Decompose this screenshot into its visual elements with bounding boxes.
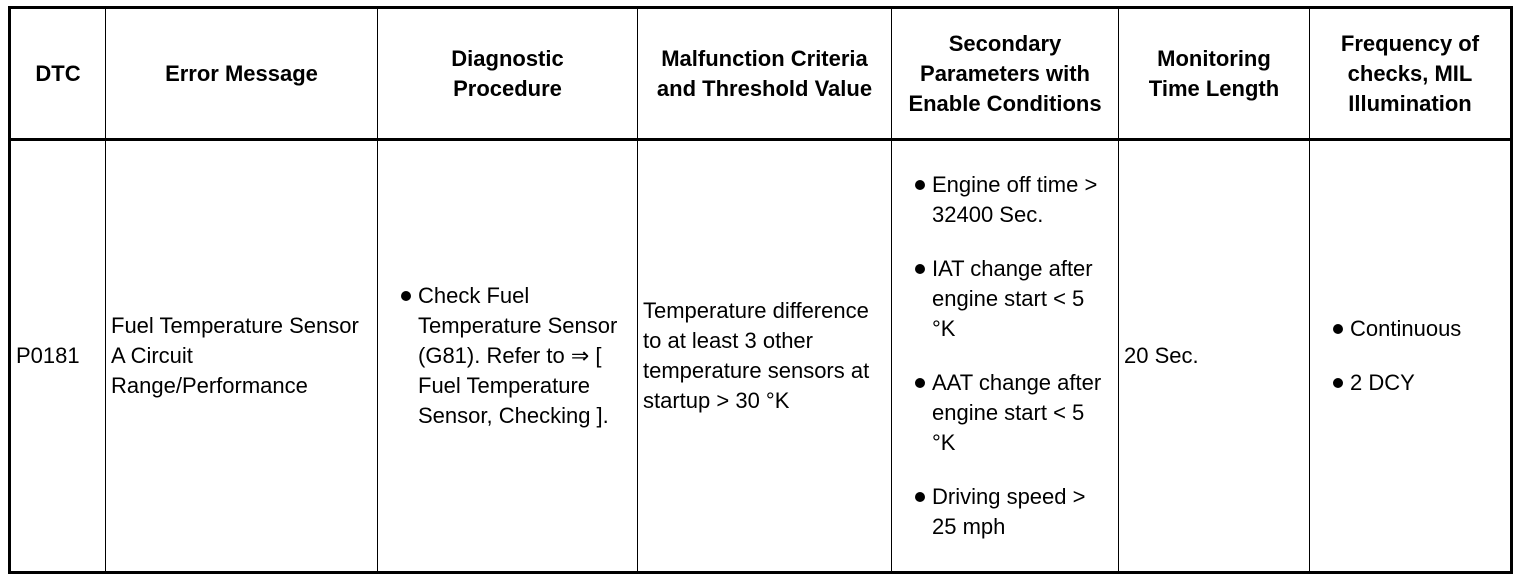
malfunction-criteria: Temperature difference to at least 3 other temperature sensors at startup > 30 °K [638, 140, 892, 573]
diagnostic-procedure-cell [378, 140, 638, 573]
list-item: Engine off time > 32400 Sec. [897, 170, 1113, 230]
header-monitoring-time: Monitoring Time Length [1119, 8, 1310, 140]
dtc-code: P0181 [10, 140, 106, 573]
list-item: AAT change after engine start < 5 °K [897, 368, 1113, 458]
secondary-parameters-list [897, 170, 1113, 542]
list-item: Driving speed > 25 mph [897, 482, 1113, 542]
secondary-parameters-cell [892, 140, 1119, 573]
list-item: IAT change after engine start < 5 °K [897, 254, 1113, 344]
list-item: Continuous [1315, 314, 1505, 344]
frequency-list [1315, 314, 1505, 398]
error-message: Fuel Temperature Sensor A Circuit Range/Performance [106, 140, 378, 573]
table-row [10, 140, 1512, 573]
header-row [10, 8, 1512, 140]
header-dtc: DTC [10, 8, 106, 140]
dtc-table [8, 6, 1513, 574]
header-malfunction-criteria: Malfunction Criteria and Threshold Value [638, 8, 892, 140]
frequency-cell [1310, 140, 1512, 573]
header-frequency: Frequency of checks, MIL Illumination [1310, 8, 1512, 140]
header-secondary-parameters: Secondary Parameters with Enable Conditions [892, 8, 1119, 140]
diagnostic-procedure: Check Fuel Temperature Sensor (G81). Refer to ⇒ [ Fuel Temperature Sensor, Checking ]. [383, 281, 632, 431]
diagnostic-procedure-list [383, 281, 632, 431]
header-error-message: Error Message [106, 8, 378, 140]
header-diagnostic-procedure: Diagnostic Procedure [378, 8, 638, 140]
monitoring-time: 20 Sec. [1119, 140, 1310, 573]
list-item: 2 DCY [1315, 368, 1505, 398]
